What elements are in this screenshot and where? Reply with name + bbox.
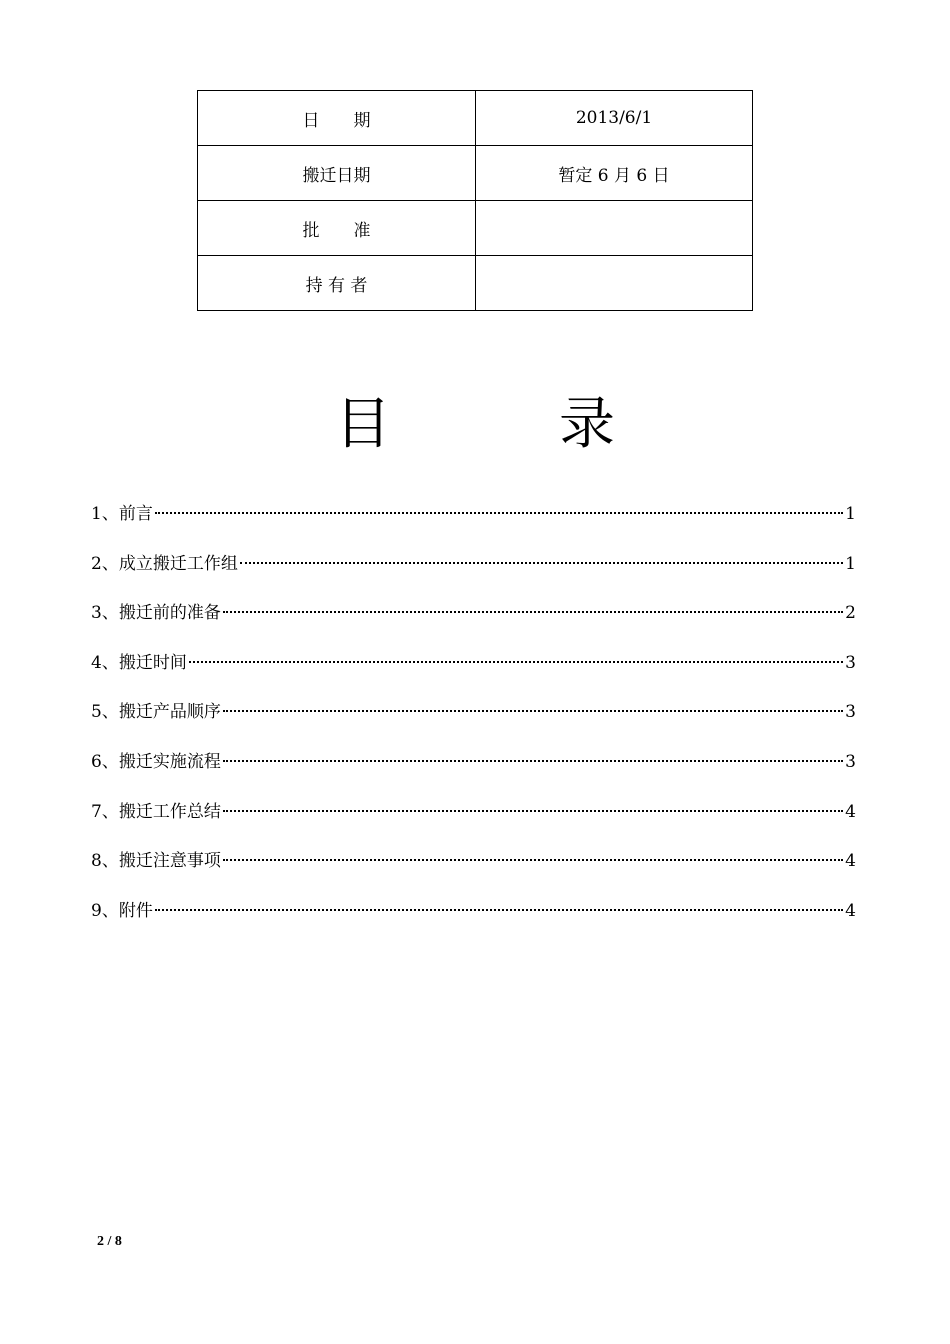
toc-item[interactable] — [91, 897, 856, 947]
page-number-indicator: 2 / 8 — [97, 1234, 122, 1249]
table-row-move-date — [198, 146, 753, 201]
toc-item-page: 1 — [845, 553, 856, 574]
toc-dot-leader — [223, 710, 843, 712]
toc-item[interactable] — [91, 500, 856, 550]
table-of-contents — [91, 500, 856, 946]
holder-label: 持 有 者 — [198, 256, 476, 311]
toc-item-label: 7、搬迁工作总结 — [91, 801, 221, 822]
toc-item-page: 4 — [845, 801, 856, 822]
toc-item[interactable] — [91, 847, 856, 897]
document-info-table — [197, 90, 753, 311]
toc-item[interactable] — [91, 599, 856, 649]
toc-dot-leader — [223, 611, 843, 613]
toc-item[interactable] — [91, 698, 856, 748]
toc-item-page: 1 — [845, 504, 856, 524]
toc-dot-leader — [223, 810, 843, 812]
toc-dot-leader — [240, 562, 843, 564]
approval-label: 批 准 — [198, 201, 476, 256]
toc-item-label: 6、搬迁实施流程 — [91, 751, 221, 772]
toc-dot-leader — [223, 859, 843, 861]
toc-item-label: 3、搬迁前的准备 — [91, 603, 221, 624]
table-row-date — [198, 91, 753, 146]
toc-item-page: 3 — [845, 751, 856, 772]
toc-item-label: 5、搬迁产品顺序 — [91, 702, 221, 723]
toc-item-label: 2、成立搬迁工作组 — [91, 553, 238, 574]
toc-item-page: 3 — [845, 702, 856, 723]
move-date-label: 搬迁日期 — [198, 146, 476, 201]
toc-dot-leader — [189, 661, 843, 663]
toc-item-label: 1、前言 — [91, 504, 153, 524]
toc-dot-leader — [155, 512, 843, 514]
toc-item[interactable] — [91, 550, 856, 600]
toc-item-page: 4 — [845, 900, 856, 921]
toc-dot-leader — [155, 909, 843, 911]
toc-dot-leader — [223, 760, 843, 762]
move-date-value: 暂定 6 月 6 日 — [476, 146, 753, 201]
toc-item-label: 8、搬迁注意事项 — [91, 851, 221, 872]
table-row-approval — [198, 201, 753, 256]
toc-item-label: 4、搬迁时间 — [91, 652, 187, 673]
approval-value — [476, 201, 753, 256]
toc-item-page: 2 — [845, 603, 856, 624]
toc-item[interactable] — [91, 748, 856, 798]
holder-value — [476, 256, 753, 311]
toc-item-label: 9、附件 — [91, 900, 153, 921]
toc-item-page: 4 — [845, 851, 856, 872]
toc-title: 目 录 — [335, 392, 615, 457]
toc-item[interactable] — [91, 798, 856, 848]
toc-item[interactable] — [91, 649, 856, 699]
date-label: 日 期 — [198, 91, 476, 146]
toc-item-page: 3 — [845, 652, 856, 673]
date-value: 2013/6/1 — [476, 91, 753, 146]
table-row-holder — [198, 256, 753, 311]
